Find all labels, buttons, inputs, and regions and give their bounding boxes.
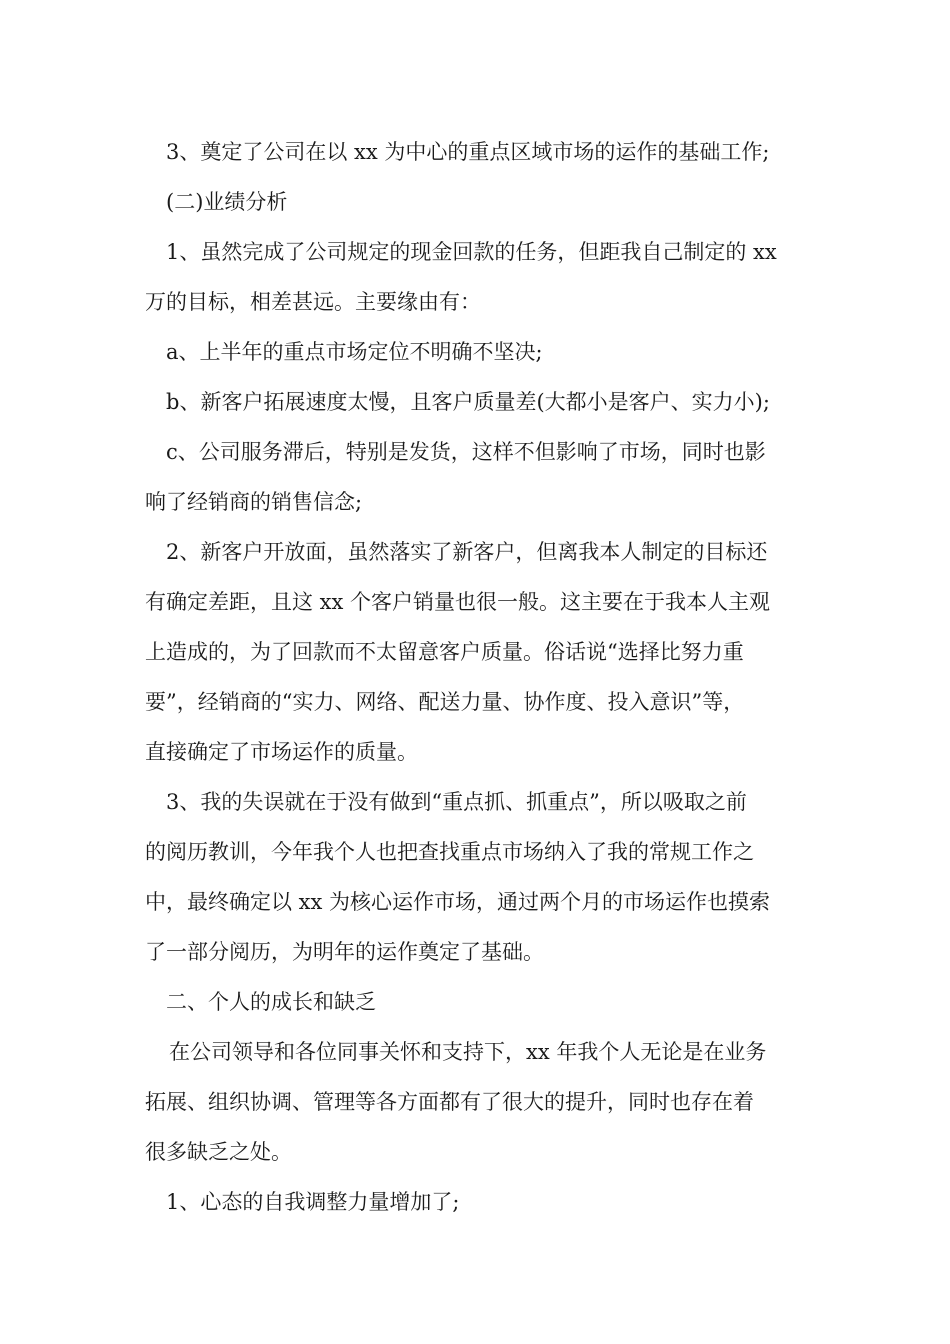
text-line: 要”，经销商的“实力、网络、配送力量、协作度、投入意识”等，: [145, 690, 745, 714]
text-line: c、公司服务滞后，特别是发货，这样不但影响了市场，同时也影: [166, 440, 766, 464]
text-line: 万的目标，相差甚远。主要缘由有：: [145, 290, 481, 314]
text-line: 1、虽然完成了公司规定的现金回款的任务，但距我自己制定的 xx: [166, 240, 777, 264]
text-line: 了一部分阅历，为明年的运作奠定了基础。: [145, 940, 544, 964]
text-line: 2、新客户开放面，虽然落实了新客户，但离我本人制定的目标还: [166, 540, 768, 564]
text-line: 1、心态的自我调整力量增加了;: [166, 1190, 460, 1214]
section-heading-personal-growth: [145, 977, 813, 1027]
paragraph-item-3-foundation: [145, 127, 813, 177]
text-line: 响了经销商的销售信念;: [145, 490, 363, 514]
text-line: 的阅历教训，今年我个人也把查找重点市场纳入了我的常规工作之: [145, 840, 754, 864]
text-line: 3、奠定了公司在以 xx 为中心的重点区域市场的运作的基础工作;: [166, 140, 770, 164]
paragraph-growth-intro: [145, 1027, 813, 1177]
text-line: 上造成的，为了回款而不太留意客户质量。俗话说“选择比努力重: [145, 640, 744, 664]
text-line: 中，最终确定以 xx 为核心运作市场，通过两个月的市场运作也摸索: [145, 890, 771, 914]
paragraph-reason-b: [145, 377, 813, 427]
paragraph-reason-c: [145, 427, 813, 527]
paragraph-item-2-new-customers: [145, 527, 813, 777]
text-line: 3、我的失误就在于没有做到“重点抓、抓重点”，所以吸取之前: [166, 790, 747, 814]
text-line: (二)业绩分析: [166, 190, 288, 214]
text-line: 很多缺乏之处。: [145, 1140, 292, 1164]
section-heading-performance-analysis: [145, 177, 813, 227]
text-line: 拓展、组织协调、管理等各方面都有了很大的提升，同时也存在着: [145, 1090, 754, 1114]
text-line: a、上半年的重点市场定位不明确不坚决;: [166, 340, 543, 364]
paragraph-item-3-mistakes: [145, 777, 813, 977]
text-line: 二、个人的成长和缺乏: [166, 990, 376, 1014]
paragraph-item-1-collection: [145, 227, 813, 327]
text-line: b、新客户拓展速度太慢，且客户质量差(大都小是客户、实力小);: [166, 390, 770, 414]
text-line: 有确定差距，且这 xx 个客户销量也很一般。这主要在于我本人主观: [145, 590, 771, 614]
text-line: 直接确定了市场运作的质量。: [145, 740, 418, 764]
text-line: 在公司领导和各位同事关怀和支持下，xx 年我个人无论是在业务: [169, 1040, 767, 1064]
paragraph-reason-a: [145, 327, 813, 377]
paragraph-growth-item-1: [145, 1177, 813, 1227]
document-body: [145, 127, 813, 1227]
